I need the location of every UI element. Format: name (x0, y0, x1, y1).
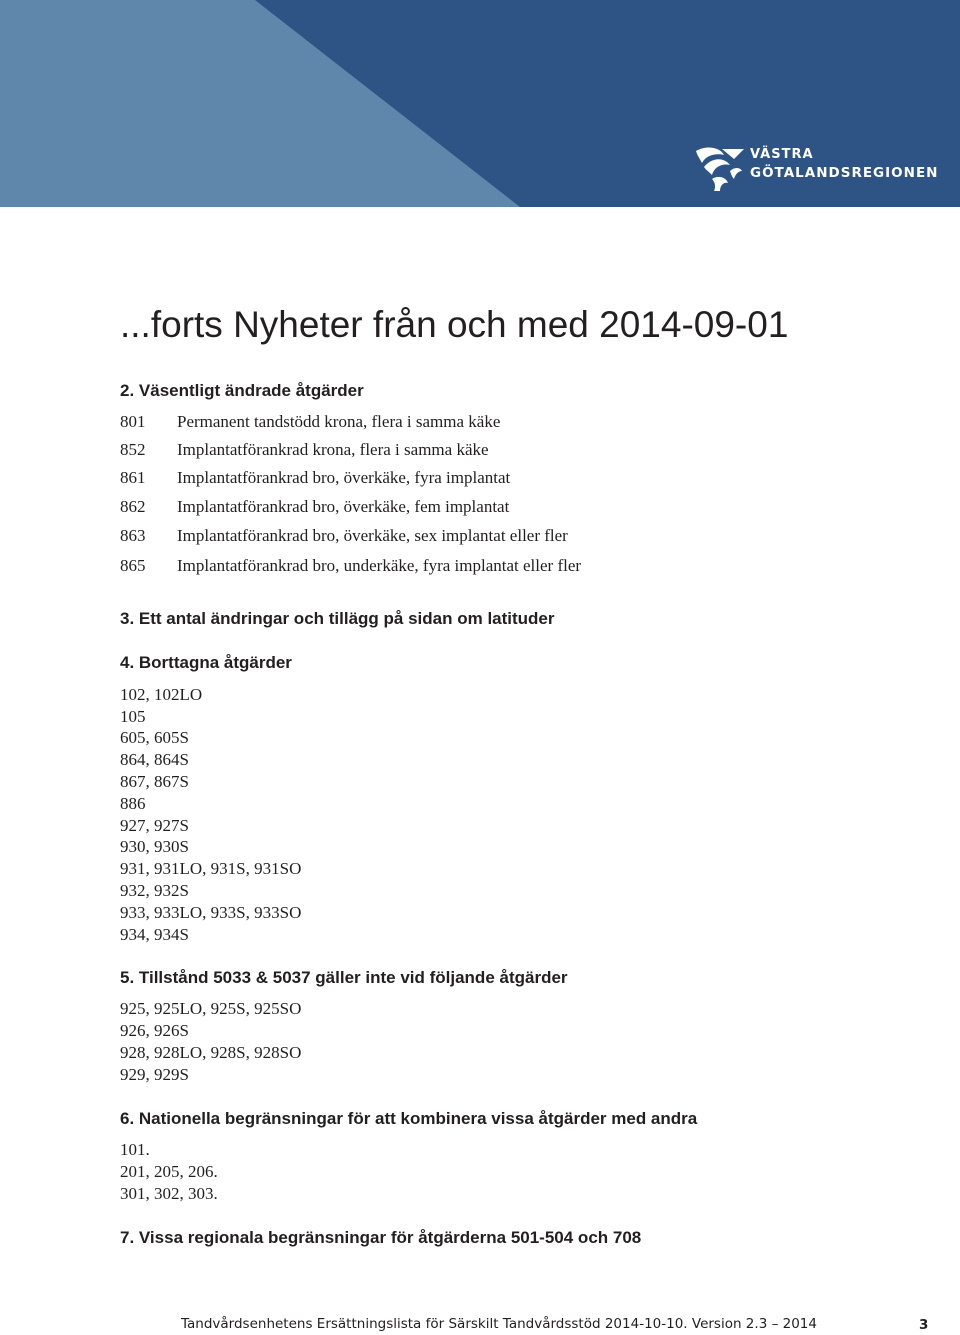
logo-text-line1: VÄSTRA (750, 147, 814, 162)
changed-row-desc: Permanent tandstödd krona, flera i samma käke (177, 412, 501, 431)
national-limit-line: 301, 302, 303. (120, 1184, 218, 1203)
changed-row-code: 862 (120, 497, 146, 516)
footer-text: Tandvårdsenhetens Ersättningslista för Särskilt Tandvårdsstöd 2014-10-10. Version 2.3 – 2014 (181, 1316, 817, 1332)
page-title: ...forts Nyheter från och med 2014-09-01 (120, 304, 789, 345)
page-number: 3 (919, 1317, 929, 1333)
logo-text-line2: GÖTALANDSREGIONEN (750, 165, 939, 181)
permit-code-line: 925, 925LO, 925S, 925SO (120, 999, 302, 1018)
national-limit-line: 101. (120, 1140, 150, 1159)
header-banner (0, 0, 960, 207)
vgr-logo (694, 145, 939, 195)
removed-code-line: 105 (120, 707, 146, 726)
changed-row-code: 863 (120, 526, 146, 545)
removed-code-line: 605, 605S (120, 728, 189, 747)
section4-heading: 4. Borttagna åtgärder (120, 653, 292, 672)
removed-code-line: 931, 931LO, 931S, 931SO (120, 859, 302, 878)
changed-row-code: 865 (120, 556, 146, 575)
changed-row-desc: Implantatförankrad bro, överkäke, fem implantat (177, 497, 510, 516)
removed-code-line: 932, 932S (120, 881, 189, 900)
national-limit-line: 201, 205, 206. (120, 1162, 218, 1181)
removed-code-line: 927, 927S (120, 816, 189, 835)
changed-row-desc: Implantatförankrad bro, underkäke, fyra implantat eller fler (177, 556, 582, 575)
section2-heading: 2. Väsentligt ändrade åtgärder (120, 381, 364, 400)
removed-code-line: 102, 102LO (120, 685, 203, 704)
section5-heading: 5. Tillstånd 5033 & 5037 gäller inte vid följande åtgärder (120, 968, 568, 987)
removed-code-line: 867, 867S (120, 772, 189, 791)
section6-heading: 6. Nationella begränsningar för att kombinera vissa åtgärder med andra (120, 1109, 698, 1128)
permit-code-line: 929, 929S (120, 1065, 189, 1084)
changed-row-desc: Implantatförankrad bro, överkäke, sex implantat eller fler (177, 526, 568, 545)
changed-row-code: 801 (120, 412, 146, 431)
permit-code-line: 928, 928LO, 928S, 928SO (120, 1043, 302, 1062)
changed-row-code: 852 (120, 440, 146, 459)
removed-code-line: 934, 934S (120, 925, 189, 944)
permit-code-line: 926, 926S (120, 1021, 189, 1040)
vgr-logo-mark-icon (694, 145, 746, 195)
changed-row-desc: Implantatförankrad bro, överkäke, fyra implantat (177, 468, 511, 487)
removed-code-line: 930, 930S (120, 837, 189, 856)
section3-heading: 3. Ett antal ändringar och tillägg på sidan om latituder (120, 609, 555, 628)
removed-code-line: 933, 933LO, 933S, 933SO (120, 903, 302, 922)
section7-heading: 7. Vissa regionala begränsningar för åtgärderna 501-504 och 708 (120, 1228, 642, 1247)
removed-code-line: 864, 864S (120, 750, 189, 769)
changed-row-code: 861 (120, 468, 146, 487)
changed-row-desc: Implantatförankrad krona, flera i samma käke (177, 440, 489, 459)
removed-code-line: 886 (120, 794, 146, 813)
